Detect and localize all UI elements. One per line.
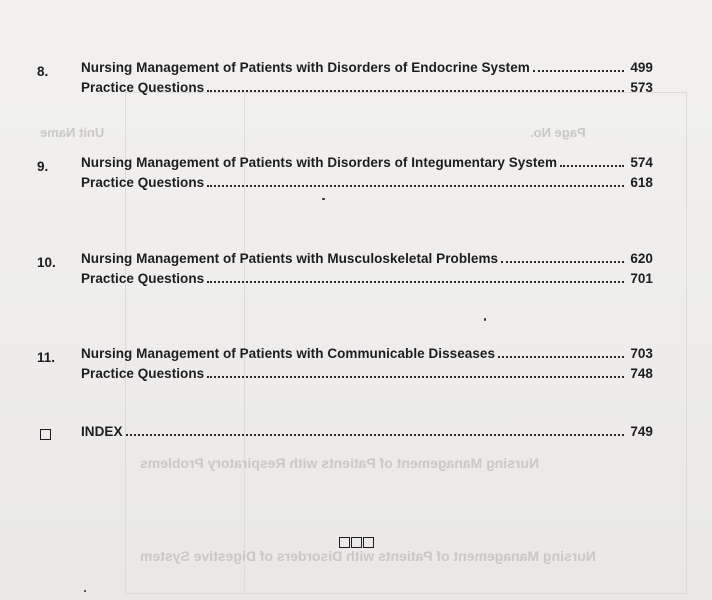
dot-leader — [207, 280, 624, 283]
print-speck — [322, 198, 325, 200]
chapter-title: Nursing Management of Patients with Communicable Disseases — [81, 345, 495, 361]
print-speck — [84, 590, 86, 592]
dot-leader — [207, 184, 624, 187]
index-row[interactable] — [81, 418, 653, 438]
practice-page-number: 701 — [630, 270, 653, 286]
practice-questions-label: Practice Questions — [81, 365, 205, 381]
practice-questions-row[interactable] — [81, 360, 653, 380]
chapter-page-number: 499 — [630, 59, 653, 75]
chapter-number: 11. — [37, 350, 56, 365]
practice-questions-label: Practice Questions — [81, 270, 205, 286]
chapter-title: Nursing Management of Patients with Disorders of Integumentary System — [81, 154, 558, 170]
print-speck — [484, 318, 486, 321]
triple-square-end-mark-icon — [339, 537, 374, 548]
bleed-through-text: Nursing Management of Patients with Disorders of Digestive System — [140, 548, 596, 564]
practice-page-number: 618 — [630, 174, 653, 190]
practice-page-number: 748 — [630, 365, 653, 381]
square-icon — [339, 537, 350, 548]
chapter-page-number: 703 — [630, 345, 653, 361]
dot-leader — [207, 375, 624, 378]
practice-questions-label: Practice Questions — [81, 79, 205, 95]
chapter-title: Nursing Management of Patients with Disorders of Endocrine System — [81, 59, 530, 75]
chapter-number: 8. — [37, 64, 49, 79]
chapter-title-row[interactable] — [81, 54, 653, 74]
dot-leader — [126, 433, 624, 436]
dot-leader — [501, 260, 624, 263]
practice-questions-row[interactable] — [81, 265, 653, 285]
bleed-through-text: Page No. — [530, 125, 586, 140]
square-icon — [363, 537, 374, 548]
dot-leader — [207, 89, 624, 92]
chapter-title-row[interactable] — [81, 245, 653, 265]
practice-questions-label: Practice Questions — [81, 174, 205, 190]
practice-page-number: 573 — [630, 79, 653, 95]
chapter-title-row[interactable] — [81, 149, 653, 169]
square-icon — [351, 537, 362, 548]
dot-leader — [533, 69, 624, 72]
dot-leader — [560, 164, 624, 167]
chapter-number: 10. — [37, 255, 56, 270]
practice-questions-row[interactable] — [81, 169, 653, 189]
chapter-title: Nursing Management of Patients with Musculoskeletal Problems — [81, 250, 499, 266]
bleed-through-text: Nursing Management of Patients with Respiratory Problems — [140, 455, 540, 471]
chapter-title-row[interactable] — [81, 340, 653, 360]
index-page-number: 749 — [630, 423, 653, 439]
square-bullet-icon — [40, 429, 51, 440]
chapter-page-number: 574 — [630, 154, 653, 170]
index-label: INDEX — [81, 423, 123, 439]
dot-leader — [498, 355, 624, 358]
chapter-page-number: 620 — [630, 250, 653, 266]
chapter-number: 9. — [37, 159, 49, 174]
bleed-through-text: Unit Name — [40, 125, 105, 140]
practice-questions-row[interactable] — [81, 74, 653, 94]
